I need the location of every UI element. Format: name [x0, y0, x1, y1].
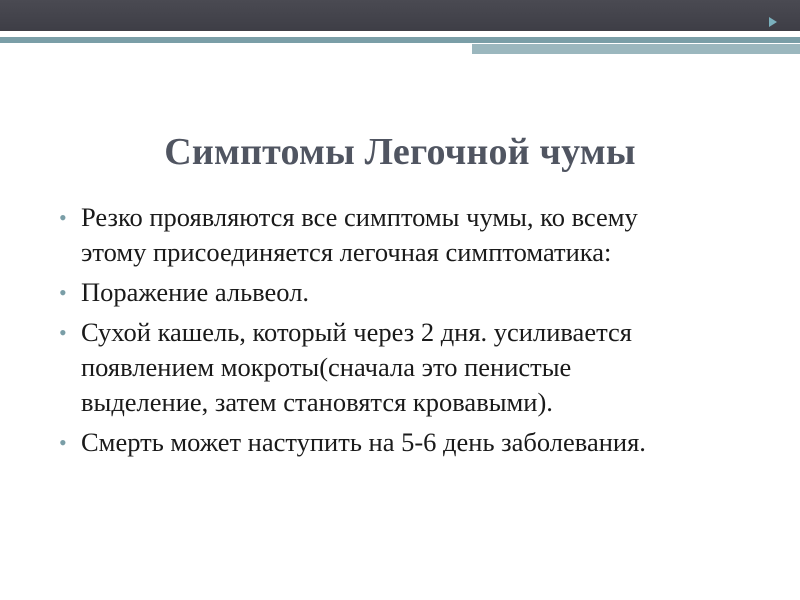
header-accent-bar — [472, 44, 800, 54]
slide-title: Симптомы Легочной чумы — [164, 131, 636, 173]
bullet-marker: • — [59, 320, 67, 345]
bullet-item — [59, 315, 779, 420]
bullet-item — [59, 200, 779, 270]
bullet-line: выделение, затем становятся кровавыми). — [81, 387, 553, 417]
bullet-list — [59, 200, 779, 465]
bullet-line: Поражение альвеол. — [81, 277, 310, 307]
header-accent-line — [0, 37, 800, 43]
top-header-band — [0, 0, 800, 31]
bullet-line: Сухой кашель, который через 2 дня. усиливается — [81, 317, 632, 347]
bullet-marker: • — [59, 205, 67, 230]
bullet-line: этому присоединяется легочная симптоматика: — [81, 237, 612, 267]
bullet-item — [59, 425, 779, 460]
bullet-item — [59, 275, 779, 310]
header-triangle-icon — [769, 17, 777, 27]
bullet-line: Резко проявляются все симптомы чумы, ко всему — [81, 202, 638, 232]
bullet-line: Смерть может наступить на 5-6 день заболевания. — [81, 427, 646, 457]
bullet-line: появлением мокроты(сначала это пенистые — [81, 352, 572, 382]
bullet-marker: • — [59, 430, 67, 455]
bullet-marker: • — [59, 280, 67, 305]
